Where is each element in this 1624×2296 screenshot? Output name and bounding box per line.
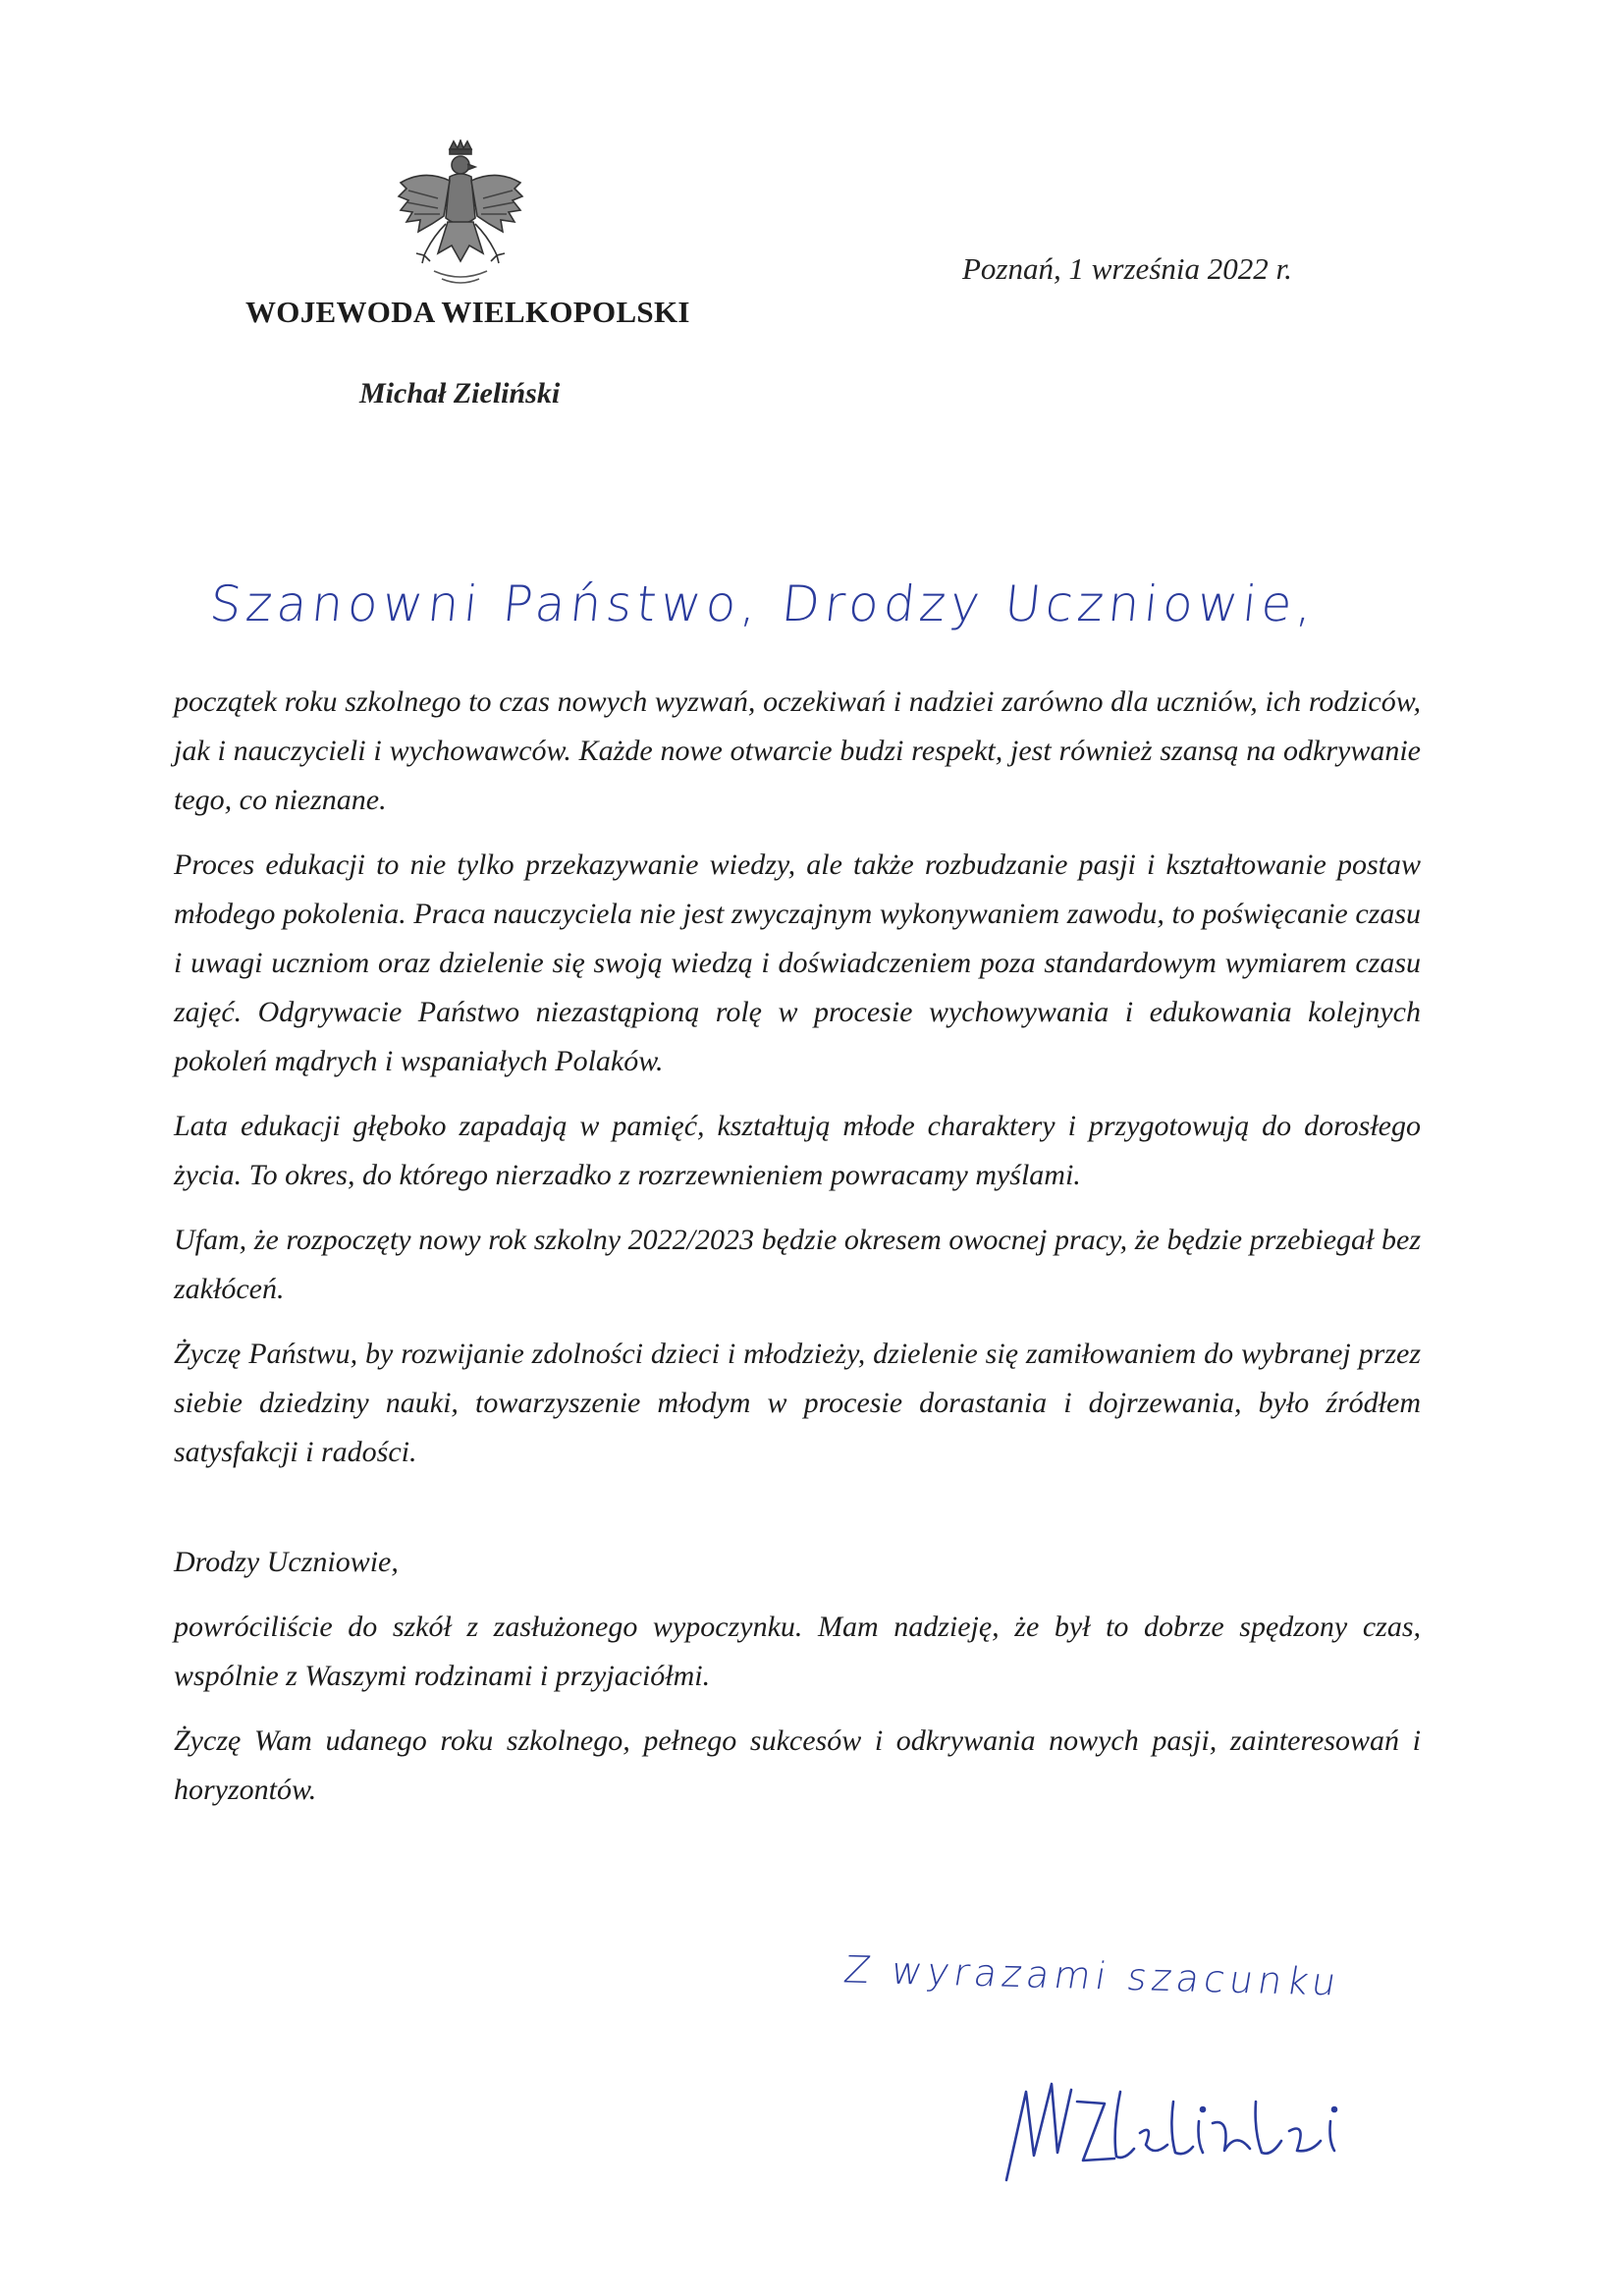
paragraph: początek roku szkolnego to czas nowych wyzwań, oczekiwań i nadziei zarówno dla uczniów, ich rodziców, jak i nauczycieli i wychowawców. Każde nowe otwarcie budzi respekt, jest również szansą na odkrywanie tego, co nieznane. (174, 685, 1421, 816)
handwritten-salutation: Szanowni Państwo, Drodzy Uczniowie, (206, 575, 1321, 632)
paragraph: powróciliście do szkół z zasłużonego wypoczynku. Mam nadzieję, że był to dobrze spędzony czas, wspólnie z Waszymi rodzinami i przyjaciółmi. (174, 1611, 1421, 1692)
paragraph: Proces edukacji to nie tylko przekazywanie wiedzy, ale także rozbudzanie pasji i kształtowanie postaw młodego pokolenia. Praca nauczyciela nie jest zwyczajnym wykonywaniem zawodu, to poświęcanie czasu i uwagi uczniom oraz dzielenie się swoją wiedzą i doświadczeniem poza standardowym wymiarem czasu zajęć. Odgrywacie Państwo niezastąpioną rolę w procesie wychowywania i edukowania kolejnych pokoleń mądrych i wspaniałych Polaków. (174, 848, 1421, 1077)
handwritten-closing: Z wyrazami szacunku (840, 1947, 1345, 2004)
letter-body (174, 678, 1421, 1831)
handwritten-signature (997, 2062, 1389, 2190)
date-line: Poznań, 1 września 2022 r. (962, 251, 1292, 286)
polish-eagle-icon (395, 139, 527, 292)
office-title: WOJEWODA WIELKOPOLSKI (245, 295, 690, 329)
official-name: Michał Zieliński (359, 377, 561, 410)
students-greeting: Drodzy Uczniowie, (174, 1546, 399, 1578)
paragraph: Życzę Państwu, by rozwijanie zdolności dzieci i młodzieży, dzielenie się zamiłowaniem do wybranej przez siebie dziedziny nauki, towarzyszenie młodym w procesie dorastania i dojrzewania, było źródłem satysfakcji i radości. (174, 1338, 1421, 1468)
paragraph: Ufam, że rozpoczęty nowy rok szkolny 2022/2023 będzie okresem owocnej pracy, że będzie przebiegał bez zakłóceń. (174, 1224, 1421, 1305)
paragraph: Lata edukacji głęboko zapadają w pamięć, kształtują młode charaktery i przygotowują do dorosłego życia. To okres, do którego nierzadko z rozrzewnieniem powracamy myślami. (174, 1110, 1421, 1191)
paragraph: Życzę Wam udanego roku szkolnego, pełnego sukcesów i odkrywania nowych pasji, zainteresowań i horyzontów. (174, 1724, 1421, 1806)
